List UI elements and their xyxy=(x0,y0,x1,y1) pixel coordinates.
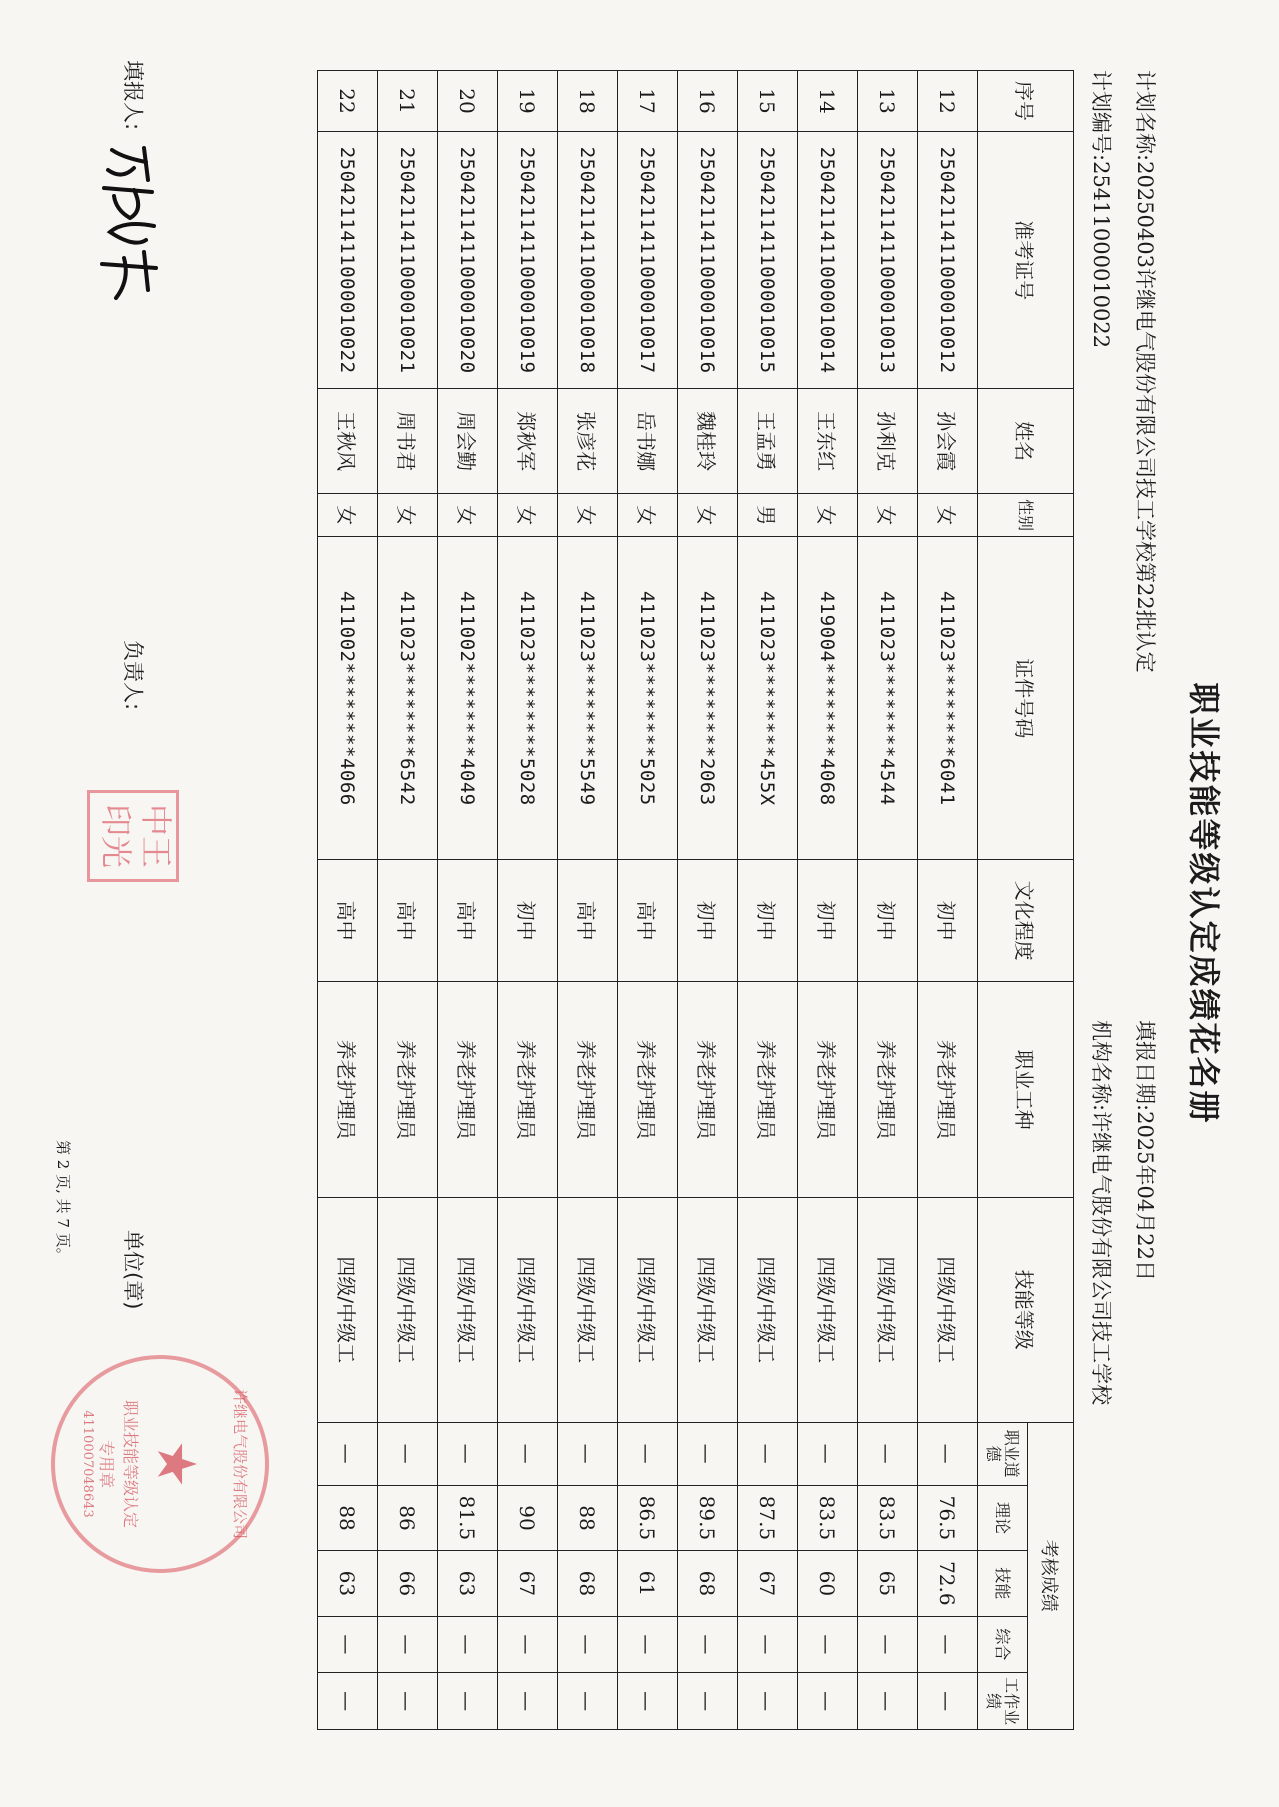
table-row xyxy=(558,71,618,1730)
roster-body xyxy=(318,71,978,1730)
cell-exam-id: 2504211411000010016 xyxy=(678,132,738,389)
cell-seq: 17 xyxy=(618,71,678,132)
cell-name: 王秋风 xyxy=(318,389,378,494)
cell-performance: — xyxy=(738,1673,798,1730)
cell-overall: — xyxy=(918,1616,978,1673)
cell-occupation: 养老护理员 xyxy=(678,982,738,1198)
cell-skill: 63 xyxy=(438,1551,498,1616)
cell-theory: 88 xyxy=(558,1485,618,1550)
cell-seq: 12 xyxy=(918,71,978,132)
cell-education: 初中 xyxy=(798,860,858,982)
cell-skill: 68 xyxy=(678,1551,738,1616)
org-name xyxy=(1087,1020,1117,1405)
fill-date xyxy=(1131,1020,1161,1281)
cell-exam-id: 2504211411000010012 xyxy=(918,132,978,389)
cell-education: 初中 xyxy=(498,860,558,982)
cell-education: 高中 xyxy=(318,860,378,982)
cell-theory: 87.5 xyxy=(738,1485,798,1550)
cell-overall: — xyxy=(738,1616,798,1673)
cell-ethics: — xyxy=(678,1422,738,1485)
cell-id-number: 411023********5028 xyxy=(498,537,558,860)
org-name-label: 机构名称: xyxy=(1089,1020,1113,1112)
responsible-label: 负责人: xyxy=(121,640,145,711)
cell-education: 初中 xyxy=(858,860,918,982)
table-row xyxy=(798,71,858,1730)
plan-name-label: 计划名称: xyxy=(1133,70,1157,162)
cell-seq: 18 xyxy=(558,71,618,132)
cell-seq: 15 xyxy=(738,71,798,132)
cell-id-number: 419004********4068 xyxy=(798,537,858,860)
header-id-number: 证件号码 xyxy=(978,537,1074,860)
cell-exam-id: 2504211411000010020 xyxy=(438,132,498,389)
cell-skill: 67 xyxy=(498,1551,558,1616)
cell-exam-id: 2504211411000010013 xyxy=(858,132,918,389)
cell-name: 张彦花 xyxy=(558,389,618,494)
cell-performance: — xyxy=(858,1673,918,1730)
table-row xyxy=(738,71,798,1730)
cell-skill: 72.6 xyxy=(918,1551,978,1616)
cell-name: 王孟勇 xyxy=(738,389,798,494)
plan-number-value: 25411000010022 xyxy=(1089,161,1113,349)
cell-exam-id: 2504211411000010017 xyxy=(618,132,678,389)
cell-seq: 14 xyxy=(798,71,858,132)
filler-label: 填报人: xyxy=(121,60,145,131)
cell-occupation: 养老护理员 xyxy=(858,982,918,1198)
cell-gender: 女 xyxy=(858,493,918,537)
cell-education: 初中 xyxy=(738,860,798,982)
table-row xyxy=(498,71,558,1730)
cell-skill-level: 四级/中级工 xyxy=(318,1198,378,1423)
table-row xyxy=(318,71,378,1730)
header-gender: 性别 xyxy=(978,493,1074,537)
cell-seq: 16 xyxy=(678,71,738,132)
cell-occupation: 养老护理员 xyxy=(558,982,618,1198)
cell-skill: 66 xyxy=(378,1551,438,1616)
cell-theory: 89.5 xyxy=(678,1485,738,1550)
plan-name xyxy=(1131,70,1161,673)
seal-line1: 职业技能等级认定 xyxy=(121,1399,140,1528)
table-row xyxy=(618,71,678,1730)
cell-exam-id: 2504211411000010021 xyxy=(378,132,438,389)
cell-name: 郑秋军 xyxy=(498,389,558,494)
cell-ethics: — xyxy=(858,1422,918,1485)
cell-occupation: 养老护理员 xyxy=(498,982,558,1198)
cell-ethics: — xyxy=(618,1422,678,1485)
org-name-value: 许继电气股份有限公司技工学校 xyxy=(1089,1111,1113,1406)
cell-exam-id: 2504211411000010015 xyxy=(738,132,798,389)
cell-gender: 女 xyxy=(438,493,498,537)
cell-skill: 61 xyxy=(618,1551,678,1616)
table-row xyxy=(678,71,738,1730)
plan-name-value: 20250403许继电气股份有限公司技工学校第22批认定 xyxy=(1133,161,1157,673)
cell-name: 魏桂玲 xyxy=(678,389,738,494)
cell-id-number: 411002********4049 xyxy=(438,537,498,860)
cell-name: 王东红 xyxy=(798,389,858,494)
score-roster-table xyxy=(317,70,1074,1730)
cell-theory: 83.5 xyxy=(858,1485,918,1550)
cell-education: 高中 xyxy=(438,860,498,982)
cell-education: 初中 xyxy=(678,860,738,982)
cell-ethics: — xyxy=(918,1422,978,1485)
cell-exam-id: 2504211411000010018 xyxy=(558,132,618,389)
cell-education: 高中 xyxy=(618,860,678,982)
cell-theory: 81.5 xyxy=(438,1485,498,1550)
cell-gender: 女 xyxy=(498,493,558,537)
cell-performance: — xyxy=(618,1673,678,1730)
cell-education: 初中 xyxy=(918,860,978,982)
cell-performance: — xyxy=(318,1673,378,1730)
header-overall: 综合 xyxy=(978,1616,1028,1673)
cell-overall: — xyxy=(618,1616,678,1673)
seal-ring-text: 许继电气股份有限公司 xyxy=(231,1388,249,1539)
cell-education: 高中 xyxy=(378,860,438,982)
cell-theory: 86 xyxy=(378,1485,438,1550)
cell-exam-id: 2504211411000010014 xyxy=(798,132,858,389)
responsible-name-seal xyxy=(87,790,179,882)
cell-performance: — xyxy=(678,1673,738,1730)
cell-name: 孙利克 xyxy=(858,389,918,494)
filler-signature xyxy=(94,140,174,310)
cell-occupation: 养老护理员 xyxy=(918,982,978,1198)
cell-id-number: 411023********2063 xyxy=(678,537,738,860)
cell-ethics: — xyxy=(798,1422,858,1485)
cell-ethics: — xyxy=(318,1422,378,1485)
cell-performance: — xyxy=(558,1673,618,1730)
cell-seq: 19 xyxy=(498,71,558,132)
cell-theory: 76.5 xyxy=(918,1485,978,1550)
cell-exam-id: 2504211411000010019 xyxy=(498,132,558,389)
cell-name: 周会勤 xyxy=(438,389,498,494)
name-seal-line1: 中王 xyxy=(137,803,175,868)
header-skill: 技能 xyxy=(978,1551,1028,1616)
header-scores-group: 考核成绩 xyxy=(1028,1422,1074,1729)
cell-name: 周书君 xyxy=(378,389,438,494)
cell-theory: 83.5 xyxy=(798,1485,858,1550)
cell-overall: — xyxy=(378,1616,438,1673)
cell-skill-level: 四级/中级工 xyxy=(378,1198,438,1423)
cell-name: 孙会霞 xyxy=(918,389,978,494)
cell-id-number: 411023********4544 xyxy=(858,537,918,860)
cell-id-number: 411023********5549 xyxy=(558,537,618,860)
cell-skill-level: 四级/中级工 xyxy=(858,1198,918,1423)
cell-occupation: 养老护理员 xyxy=(318,982,378,1198)
cell-exam-id: 2504211411000010022 xyxy=(318,132,378,389)
cell-skill: 67 xyxy=(738,1551,798,1616)
cell-ethics: — xyxy=(438,1422,498,1485)
cell-skill-level: 四级/中级工 xyxy=(798,1198,858,1423)
header-education: 文化程度 xyxy=(978,860,1074,982)
cell-performance: — xyxy=(438,1673,498,1730)
cell-skill-level: 四级/中级工 xyxy=(558,1198,618,1423)
seal-line2: 专用章 xyxy=(97,1439,116,1488)
plan-number xyxy=(1087,70,1117,348)
cell-overall: — xyxy=(678,1616,738,1673)
cell-gender: 女 xyxy=(318,493,378,537)
document-title: 职业技能等级认定成绩花名册 xyxy=(1185,682,1223,1125)
name-seal-line2: 印光 xyxy=(97,803,135,868)
cell-skill-level: 四级/中级工 xyxy=(738,1198,798,1423)
cell-gender: 女 xyxy=(618,493,678,537)
header-skill-level: 技能等级 xyxy=(978,1198,1074,1423)
cell-occupation: 养老护理员 xyxy=(618,982,678,1198)
cell-theory: 88 xyxy=(318,1485,378,1550)
table-row xyxy=(918,71,978,1730)
cell-skill-level: 四级/中级工 xyxy=(618,1198,678,1423)
table-row xyxy=(378,71,438,1730)
cell-name: 岳书娜 xyxy=(618,389,678,494)
plan-number-label: 计划编号: xyxy=(1089,70,1113,162)
cell-seq: 13 xyxy=(858,71,918,132)
cell-id-number: 411023********5025 xyxy=(618,537,678,860)
seal-star-icon: ★ xyxy=(145,1439,208,1489)
seal-code: 4110007048643 xyxy=(80,1410,95,1518)
cell-theory: 86.5 xyxy=(618,1485,678,1550)
cell-occupation: 养老护理员 xyxy=(378,982,438,1198)
cell-overall: — xyxy=(858,1616,918,1673)
cell-skill-level: 四级/中级工 xyxy=(438,1198,498,1423)
cell-performance: — xyxy=(798,1673,858,1730)
header-exam-id: 准考证号 xyxy=(978,132,1074,389)
cell-skill: 60 xyxy=(798,1551,858,1616)
cell-ethics: — xyxy=(738,1422,798,1485)
table-row xyxy=(438,71,498,1730)
cell-overall: — xyxy=(558,1616,618,1673)
cell-theory: 90 xyxy=(498,1485,558,1550)
table-row xyxy=(858,71,918,1730)
cell-overall: — xyxy=(318,1616,378,1673)
cell-ethics: — xyxy=(378,1422,438,1485)
page-info: 第 2 页, 共 7 页。 xyxy=(54,1140,72,1263)
official-seal xyxy=(51,1355,269,1573)
cell-gender: 女 xyxy=(558,493,618,537)
cell-performance: — xyxy=(918,1673,978,1730)
cell-id-number: 411023********6041 xyxy=(918,537,978,860)
cell-skill-level: 四级/中级工 xyxy=(918,1198,978,1423)
cell-gender: 女 xyxy=(798,493,858,537)
cell-seq: 20 xyxy=(438,71,498,132)
cell-id-number: 411023********6542 xyxy=(378,537,438,860)
cell-seq: 21 xyxy=(378,71,438,132)
cell-gender: 女 xyxy=(918,493,978,537)
cell-skill: 65 xyxy=(858,1551,918,1616)
fill-date-value: 2025年04月22日 xyxy=(1133,1111,1157,1281)
cell-skill-level: 四级/中级工 xyxy=(498,1198,558,1423)
cell-id-number: 411023********455X xyxy=(738,537,798,860)
header-occupation: 职业工种 xyxy=(978,982,1074,1198)
cell-ethics: — xyxy=(558,1422,618,1485)
header-theory: 理论 xyxy=(978,1485,1028,1550)
cell-id-number: 411002********4066 xyxy=(318,537,378,860)
cell-skill: 68 xyxy=(558,1551,618,1616)
cell-seq: 22 xyxy=(318,71,378,132)
cell-skill-level: 四级/中级工 xyxy=(678,1198,738,1423)
cell-occupation: 养老护理员 xyxy=(798,982,858,1198)
fill-date-label: 填报日期: xyxy=(1133,1020,1157,1112)
cell-overall: — xyxy=(438,1616,498,1673)
header-name: 姓名 xyxy=(978,389,1074,494)
cell-occupation: 养老护理员 xyxy=(438,982,498,1198)
cell-performance: — xyxy=(498,1673,558,1730)
cell-performance: — xyxy=(378,1673,438,1730)
cell-skill: 63 xyxy=(318,1551,378,1616)
cell-gender: 男 xyxy=(738,493,798,537)
cell-overall: — xyxy=(498,1616,558,1673)
header-seq: 序号 xyxy=(978,71,1074,132)
cell-education: 高中 xyxy=(558,860,618,982)
cell-gender: 女 xyxy=(678,493,738,537)
cell-gender: 女 xyxy=(378,493,438,537)
header-performance: 工作业绩 xyxy=(978,1673,1028,1730)
cell-ethics: — xyxy=(498,1422,558,1485)
unit-seal-label: 单位(章) xyxy=(121,1230,145,1310)
header-ethics: 职业道德 xyxy=(978,1422,1028,1485)
cell-occupation: 养老护理员 xyxy=(738,982,798,1198)
cell-overall: — xyxy=(798,1616,858,1673)
